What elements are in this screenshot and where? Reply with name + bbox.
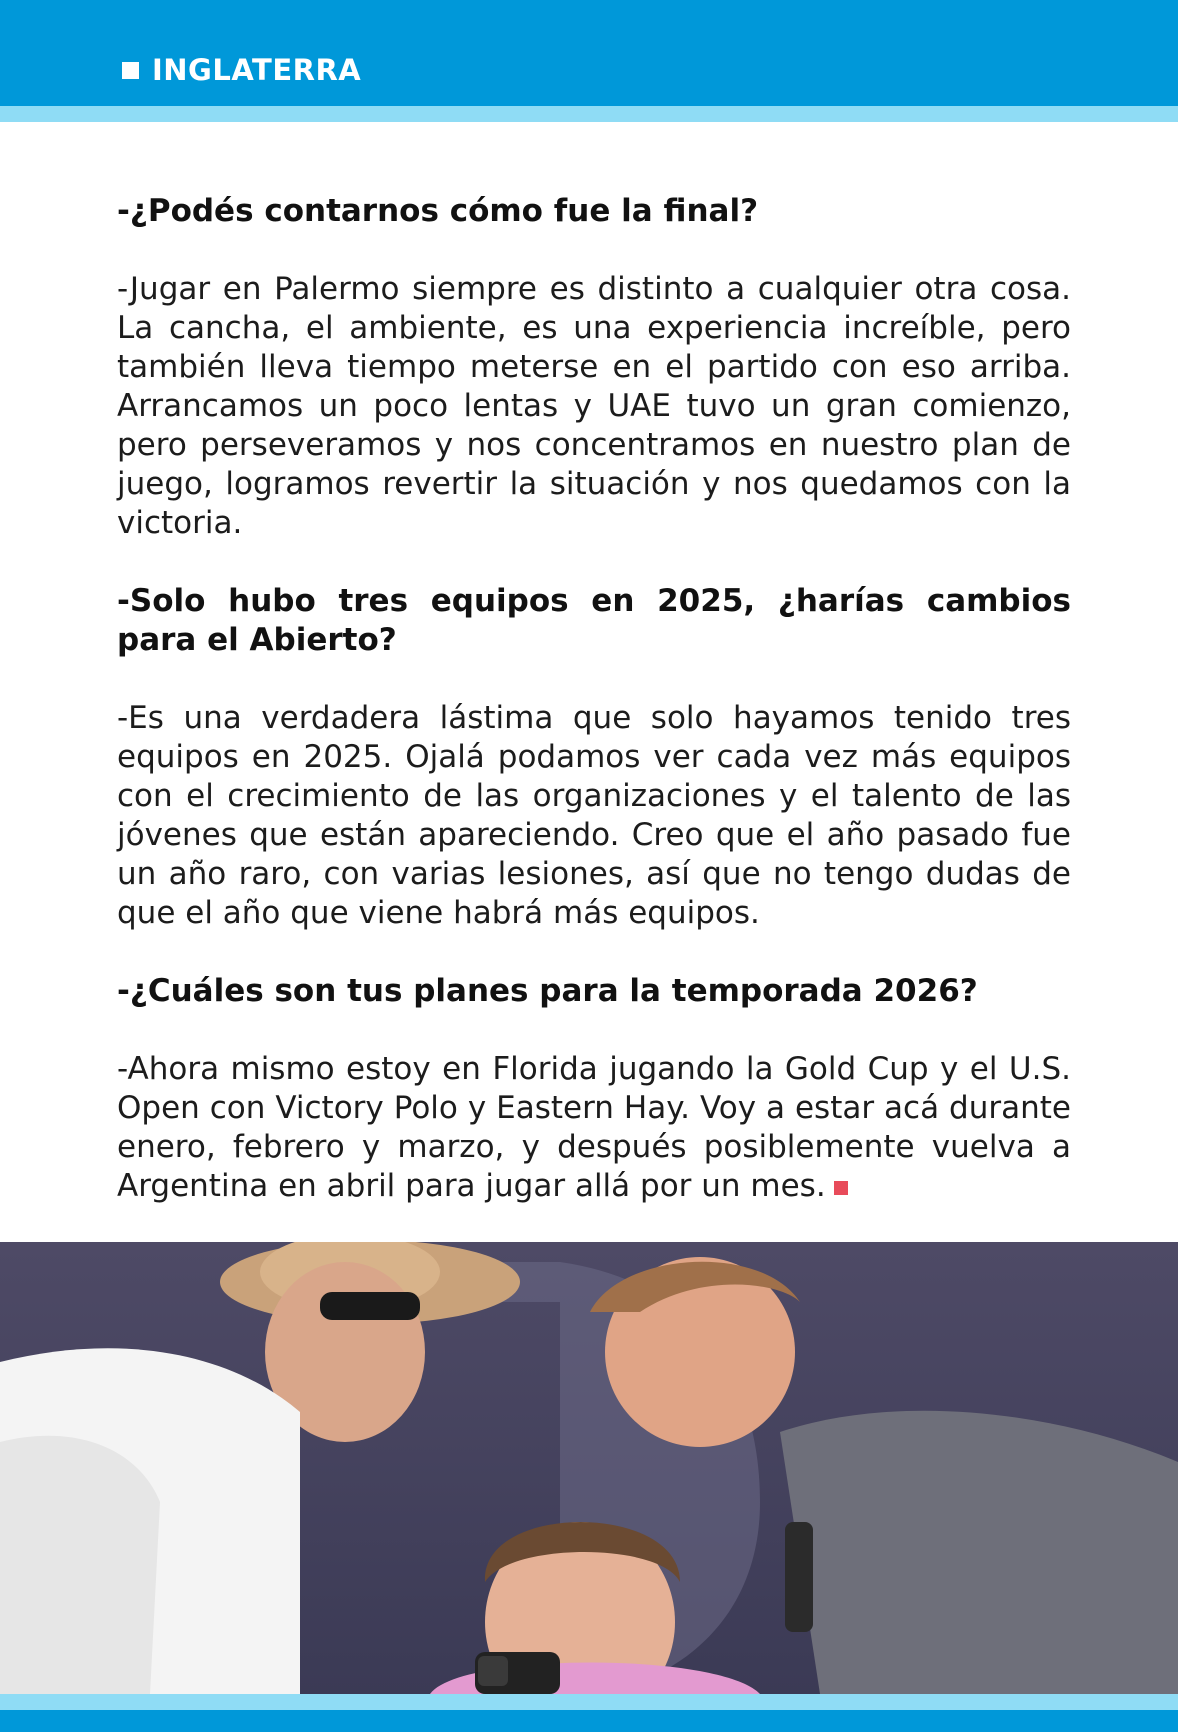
question-3: -¿Cuáles son tus planes para la temporada 2026? — [117, 973, 978, 1009]
footer-stripe — [0, 1694, 1178, 1710]
answer-2: -Es una verdadera lástima que solo hayamos tenido tres equipos en 2025. Ojalá podamos ver cada vez más equipos con el crecimiento de las organizaciones y el talento de las jóvenes que están apareciendo. Creo que el año pasado fue un año raro, con varias lesiones, así que no tengo dudas de que el año que viene habrá más equipos. — [117, 700, 1071, 931]
answer-3-wrapper — [117, 1050, 1071, 1206]
end-of-article-mark — [834, 1181, 848, 1195]
section-label: INGLATERRA — [152, 53, 362, 87]
section-square-icon — [122, 62, 139, 79]
answer-3: -Ahora mismo estoy en Florida jugando la Gold Cup y el U.S. Open con Victory Polo y Eastern Hay. Voy a estar acá durante enero, febrero y marzo, y después posiblemente vuelva a Argentina en abril para jugar allá por un mes. — [117, 1051, 1071, 1204]
article-photo — [0, 1242, 1178, 1694]
answer-1: -Jugar en Palermo siempre es distinto a cualquier otra cosa. La cancha, el ambiente, es una experiencia increíble, pero también lleva tiempo meterse en el partido con eso arriba. Arrancamos un poco lentas y UAE tuvo un gran comienzo, pero perseveramos y nos concentramos en nuestro plan de juego, logramos revertir la situación y nos quedamos con la victoria. — [117, 271, 1071, 541]
interview-article — [117, 192, 1071, 1245]
header-stripe — [0, 106, 1178, 122]
question-1: -¿Podés contarnos cómo fue la final? — [117, 193, 759, 229]
section-tag — [122, 52, 361, 88]
page-footer-band — [0, 1710, 1178, 1732]
photo-three-people-looking-at-phone-icon — [0, 1242, 1178, 1694]
question-2: -Solo hubo tres equipos en 2025, ¿harías cambios para el Abierto? — [117, 583, 1071, 658]
